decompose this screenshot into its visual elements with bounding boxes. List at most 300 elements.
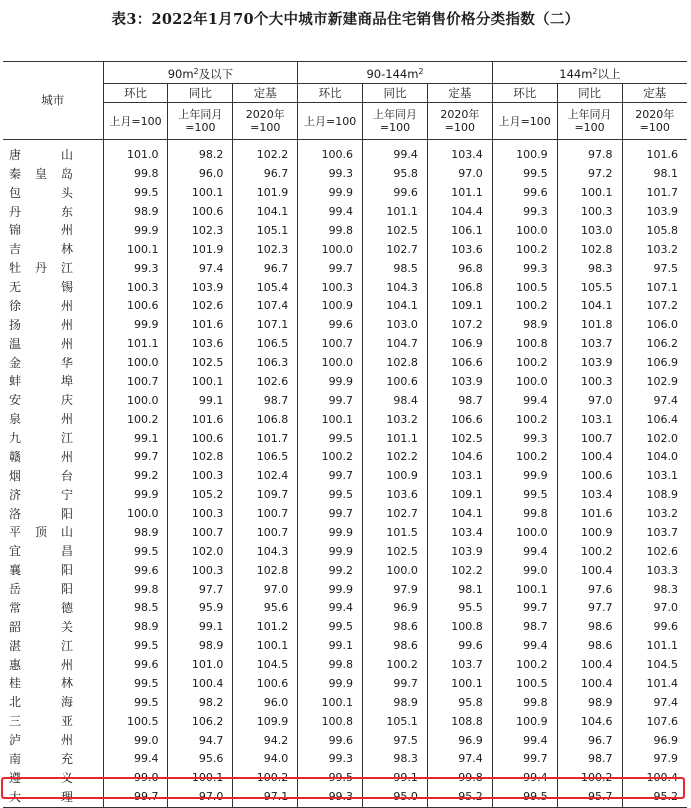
value-cell: 95.6 xyxy=(233,599,298,618)
value-cell: 107.4 xyxy=(233,297,298,316)
value-cell: 99.7 xyxy=(103,448,168,467)
value-cell: 98.3 xyxy=(363,750,428,769)
value-cell: 103.7 xyxy=(622,524,687,543)
table-row xyxy=(3,429,687,448)
city-name: 洛阳 xyxy=(9,506,73,521)
value-cell: 100.6 xyxy=(298,140,363,165)
value-cell: 98.2 xyxy=(168,140,233,165)
value-cell: 99.4 xyxy=(492,391,557,410)
value-cell: 98.7 xyxy=(492,618,557,637)
value-cell: 100.2 xyxy=(557,769,622,788)
value-cell: 99.9 xyxy=(103,486,168,505)
table-row xyxy=(3,599,687,618)
value-cell: 100.9 xyxy=(557,524,622,543)
value-cell: 108.8 xyxy=(427,712,492,731)
value-cell: 97.0 xyxy=(557,391,622,410)
value-cell: 104.4 xyxy=(427,203,492,222)
value-cell: 96.8 xyxy=(427,259,492,278)
table-row xyxy=(3,391,687,410)
value-cell: 100.6 xyxy=(557,467,622,486)
value-cell: 100.6 xyxy=(168,429,233,448)
price-index-table xyxy=(3,61,687,808)
city-cell xyxy=(3,693,103,712)
value-cell: 96.9 xyxy=(622,731,687,750)
value-cell: 99.4 xyxy=(298,599,363,618)
value-cell: 99.6 xyxy=(298,731,363,750)
table-row xyxy=(3,637,687,656)
table-row xyxy=(3,259,687,278)
value-cell: 102.5 xyxy=(363,222,428,241)
value-cell: 99.5 xyxy=(103,675,168,694)
city-name: 南充 xyxy=(9,751,73,766)
value-cell: 100.6 xyxy=(233,675,298,694)
value-cell: 103.9 xyxy=(622,203,687,222)
table-row xyxy=(3,580,687,599)
value-cell: 99.7 xyxy=(103,788,168,807)
city-cell xyxy=(3,486,103,505)
value-cell: 102.8 xyxy=(557,240,622,259)
value-cell: 100.4 xyxy=(557,656,622,675)
city-name: 丹东 xyxy=(9,204,73,219)
city-name: 金华 xyxy=(9,355,73,370)
sub-header-mom: 环比 xyxy=(298,84,363,103)
value-cell: 102.5 xyxy=(168,354,233,373)
value-cell: 100.0 xyxy=(298,354,363,373)
value-cell: 98.6 xyxy=(363,637,428,656)
value-cell: 95.9 xyxy=(168,599,233,618)
city-name: 韶关 xyxy=(9,619,73,634)
value-cell: 99.5 xyxy=(298,769,363,788)
value-cell: 97.4 xyxy=(427,750,492,769)
value-cell: 96.7 xyxy=(233,165,298,184)
value-cell: 100.2 xyxy=(492,297,557,316)
value-cell: 103.9 xyxy=(557,354,622,373)
value-cell: 100.4 xyxy=(557,675,622,694)
base-label-base: 2020年 =100 xyxy=(427,103,492,140)
value-cell: 97.0 xyxy=(233,580,298,599)
value-cell: 106.3 xyxy=(233,354,298,373)
table-row xyxy=(3,354,687,373)
value-cell: 103.1 xyxy=(557,410,622,429)
value-cell: 103.4 xyxy=(427,140,492,165)
value-cell: 97.2 xyxy=(557,165,622,184)
value-cell: 100.1 xyxy=(427,675,492,694)
value-cell: 99.9 xyxy=(103,316,168,335)
table-row xyxy=(3,524,687,543)
value-cell: 98.9 xyxy=(557,693,622,712)
city-name: 岳阳 xyxy=(9,582,73,597)
value-cell: 104.7 xyxy=(363,335,428,354)
city-name: 秦皇岛 xyxy=(9,166,73,181)
value-cell: 103.4 xyxy=(427,524,492,543)
city-name: 北海 xyxy=(9,695,73,710)
city-name: 无锡 xyxy=(9,280,73,295)
city-cell xyxy=(3,656,103,675)
value-cell: 102.8 xyxy=(233,561,298,580)
value-cell: 99.9 xyxy=(492,467,557,486)
value-cell: 103.2 xyxy=(363,410,428,429)
city-name: 泸州 xyxy=(9,733,73,748)
table-row xyxy=(3,278,687,297)
value-cell: 103.6 xyxy=(427,240,492,259)
value-cell: 100.4 xyxy=(622,769,687,788)
value-cell: 104.1 xyxy=(233,203,298,222)
base-label-yoy: 上年同月 =100 xyxy=(168,103,233,140)
value-cell: 107.2 xyxy=(427,316,492,335)
value-cell: 99.7 xyxy=(363,675,428,694)
value-cell: 100.0 xyxy=(103,505,168,524)
city-cell xyxy=(3,203,103,222)
value-cell: 97.9 xyxy=(622,750,687,769)
value-cell: 97.7 xyxy=(557,599,622,618)
table-row xyxy=(3,297,687,316)
base-header-row xyxy=(3,103,687,140)
value-cell: 98.1 xyxy=(622,165,687,184)
value-cell: 99.5 xyxy=(492,486,557,505)
value-cell: 106.8 xyxy=(233,410,298,429)
value-cell: 109.1 xyxy=(427,486,492,505)
value-cell: 100.1 xyxy=(103,240,168,259)
value-cell: 104.1 xyxy=(427,505,492,524)
base-label-yoy: 上年同月 =100 xyxy=(557,103,622,140)
value-cell: 99.7 xyxy=(298,505,363,524)
table-row xyxy=(3,316,687,335)
value-cell: 100.0 xyxy=(103,354,168,373)
value-cell: 94.0 xyxy=(233,750,298,769)
table-row xyxy=(3,486,687,505)
city-name: 牡丹江 xyxy=(9,261,73,276)
value-cell: 100.2 xyxy=(492,448,557,467)
value-cell: 99.8 xyxy=(492,693,557,712)
value-cell: 100.7 xyxy=(168,524,233,543)
value-cell: 99.3 xyxy=(298,788,363,807)
value-cell: 100.7 xyxy=(103,373,168,392)
value-cell: 100.9 xyxy=(492,140,557,165)
value-cell: 101.1 xyxy=(363,203,428,222)
city-name: 遵义 xyxy=(9,770,73,785)
value-cell: 99.4 xyxy=(298,203,363,222)
value-cell: 98.5 xyxy=(103,599,168,618)
value-cell: 97.0 xyxy=(622,599,687,618)
value-cell: 102.6 xyxy=(622,542,687,561)
city-cell xyxy=(3,165,103,184)
table-row xyxy=(3,656,687,675)
value-cell: 98.7 xyxy=(557,750,622,769)
city-cell xyxy=(3,240,103,259)
value-cell: 102.6 xyxy=(233,373,298,392)
value-cell: 102.5 xyxy=(427,429,492,448)
value-cell: 99.4 xyxy=(103,750,168,769)
value-cell: 99.0 xyxy=(103,769,168,788)
value-cell: 100.3 xyxy=(557,203,622,222)
value-cell: 100.2 xyxy=(492,410,557,429)
value-cell: 102.5 xyxy=(363,542,428,561)
value-cell: 99.6 xyxy=(103,561,168,580)
value-cell: 99.8 xyxy=(427,769,492,788)
value-cell: 106.5 xyxy=(233,448,298,467)
city-cell xyxy=(3,373,103,392)
value-cell: 99.7 xyxy=(298,391,363,410)
value-cell: 99.6 xyxy=(427,637,492,656)
value-cell: 106.6 xyxy=(427,354,492,373)
value-cell: 107.1 xyxy=(233,316,298,335)
table-row xyxy=(3,140,687,165)
value-cell: 97.5 xyxy=(363,731,428,750)
value-cell: 100.6 xyxy=(363,373,428,392)
value-cell: 100.0 xyxy=(298,240,363,259)
value-cell: 94.7 xyxy=(168,731,233,750)
value-cell: 101.1 xyxy=(622,637,687,656)
value-cell: 99.5 xyxy=(492,788,557,807)
value-cell: 103.9 xyxy=(168,278,233,297)
value-cell: 103.2 xyxy=(622,505,687,524)
value-cell: 101.9 xyxy=(233,184,298,203)
value-cell: 99.9 xyxy=(298,542,363,561)
value-cell: 98.6 xyxy=(363,618,428,637)
table-row xyxy=(3,505,687,524)
value-cell: 100.2 xyxy=(492,354,557,373)
city-cell xyxy=(3,467,103,486)
value-cell: 106.2 xyxy=(168,712,233,731)
sub-header-yoy: 同比 xyxy=(168,84,233,103)
value-cell: 99.5 xyxy=(492,165,557,184)
value-cell: 99.7 xyxy=(492,599,557,618)
value-cell: 103.6 xyxy=(168,335,233,354)
value-cell: 103.3 xyxy=(622,561,687,580)
value-cell: 102.7 xyxy=(363,240,428,259)
sub-header-mom: 环比 xyxy=(492,84,557,103)
city-cell xyxy=(3,580,103,599)
table-row xyxy=(3,410,687,429)
value-cell: 98.6 xyxy=(557,637,622,656)
city-name: 包头 xyxy=(9,185,73,200)
sub-header-base: 定基 xyxy=(427,84,492,103)
value-cell: 98.9 xyxy=(363,693,428,712)
value-cell: 99.2 xyxy=(298,561,363,580)
city-name: 桂林 xyxy=(9,676,73,691)
value-cell: 105.2 xyxy=(168,486,233,505)
value-cell: 97.4 xyxy=(622,693,687,712)
value-cell: 99.8 xyxy=(298,222,363,241)
table-row xyxy=(3,561,687,580)
city-name: 大理 xyxy=(9,789,73,804)
city-name: 济宁 xyxy=(9,487,73,502)
value-cell: 100.1 xyxy=(492,580,557,599)
city-cell xyxy=(3,335,103,354)
value-cell: 99.1 xyxy=(298,637,363,656)
value-cell: 108.9 xyxy=(622,486,687,505)
value-cell: 100.7 xyxy=(557,429,622,448)
value-cell: 99.0 xyxy=(492,561,557,580)
value-cell: 105.1 xyxy=(363,712,428,731)
city-name: 平顶山 xyxy=(9,525,73,540)
value-cell: 95.7 xyxy=(557,788,622,807)
city-header: 城市 xyxy=(3,62,103,140)
value-cell: 99.3 xyxy=(298,165,363,184)
value-cell: 99.4 xyxy=(492,769,557,788)
value-cell: 98.7 xyxy=(427,391,492,410)
value-cell: 99.6 xyxy=(622,618,687,637)
value-cell: 99.9 xyxy=(103,222,168,241)
value-cell: 97.5 xyxy=(622,259,687,278)
value-cell: 97.6 xyxy=(557,580,622,599)
city-cell xyxy=(3,410,103,429)
city-cell xyxy=(3,278,103,297)
table-header xyxy=(3,62,687,140)
value-cell: 109.1 xyxy=(427,297,492,316)
value-cell: 103.7 xyxy=(557,335,622,354)
value-cell: 101.7 xyxy=(622,184,687,203)
value-cell: 99.8 xyxy=(492,505,557,524)
value-cell: 98.4 xyxy=(363,391,428,410)
base-label-base: 2020年 =100 xyxy=(622,103,687,140)
value-cell: 95.8 xyxy=(363,165,428,184)
value-cell: 99.9 xyxy=(298,580,363,599)
value-cell: 104.6 xyxy=(427,448,492,467)
value-cell: 100.7 xyxy=(233,505,298,524)
value-cell: 106.0 xyxy=(622,316,687,335)
value-cell: 103.1 xyxy=(622,467,687,486)
city-name: 蚌埠 xyxy=(9,374,73,389)
value-cell: 100.2 xyxy=(233,769,298,788)
city-name: 宜昌 xyxy=(9,544,73,559)
city-name: 赣州 xyxy=(9,449,73,464)
value-cell: 100.9 xyxy=(363,467,428,486)
value-cell: 100.2 xyxy=(298,448,363,467)
value-cell: 103.2 xyxy=(622,240,687,259)
value-cell: 105.4 xyxy=(233,278,298,297)
value-cell: 103.9 xyxy=(427,373,492,392)
value-cell: 100.4 xyxy=(557,448,622,467)
value-cell: 100.9 xyxy=(298,297,363,316)
city-cell xyxy=(3,391,103,410)
value-cell: 94.2 xyxy=(233,731,298,750)
value-cell: 101.5 xyxy=(363,524,428,543)
value-cell: 103.7 xyxy=(427,656,492,675)
value-cell: 98.2 xyxy=(168,693,233,712)
value-cell: 95.0 xyxy=(363,788,428,807)
value-cell: 99.5 xyxy=(298,486,363,505)
value-cell: 104.5 xyxy=(233,656,298,675)
base-label-mom: 上月=100 xyxy=(103,103,168,140)
value-cell: 99.5 xyxy=(103,637,168,656)
value-cell: 100.7 xyxy=(298,335,363,354)
value-cell: 99.1 xyxy=(103,429,168,448)
value-cell: 100.0 xyxy=(103,391,168,410)
group-header-large: $144m^2$以上 xyxy=(492,62,687,84)
value-cell: 102.3 xyxy=(233,240,298,259)
city-cell xyxy=(3,354,103,373)
city-cell xyxy=(3,222,103,241)
value-cell: 102.2 xyxy=(363,448,428,467)
city-cell xyxy=(3,524,103,543)
city-cell xyxy=(3,542,103,561)
value-cell: 96.9 xyxy=(427,731,492,750)
value-cell: 100.3 xyxy=(557,373,622,392)
value-cell: 104.3 xyxy=(233,542,298,561)
value-cell: 95.2 xyxy=(622,788,687,807)
city-name: 安庆 xyxy=(9,393,73,408)
value-cell: 97.8 xyxy=(557,140,622,165)
value-cell: 100.6 xyxy=(168,203,233,222)
value-cell: 103.9 xyxy=(427,542,492,561)
value-cell: 99.0 xyxy=(103,731,168,750)
city-cell xyxy=(3,140,103,165)
value-cell: 101.1 xyxy=(103,335,168,354)
value-cell: 100.5 xyxy=(492,675,557,694)
city-cell xyxy=(3,505,103,524)
value-cell: 98.3 xyxy=(557,259,622,278)
value-cell: 99.6 xyxy=(363,184,428,203)
value-cell: 99.9 xyxy=(298,373,363,392)
value-cell: 104.0 xyxy=(622,448,687,467)
value-cell: 102.7 xyxy=(363,505,428,524)
value-cell: 99.9 xyxy=(298,524,363,543)
value-cell: 102.8 xyxy=(363,354,428,373)
value-cell: 106.9 xyxy=(427,335,492,354)
value-cell: 102.0 xyxy=(622,429,687,448)
table-row xyxy=(3,618,687,637)
value-cell: 104.5 xyxy=(622,656,687,675)
value-cell: 100.2 xyxy=(557,542,622,561)
table-row xyxy=(3,184,687,203)
value-cell: 101.4 xyxy=(622,675,687,694)
value-cell: 96.0 xyxy=(233,693,298,712)
table-row xyxy=(3,335,687,354)
value-cell: 99.4 xyxy=(363,140,428,165)
value-cell: 101.6 xyxy=(168,410,233,429)
value-cell: 101.7 xyxy=(233,429,298,448)
city-cell xyxy=(3,561,103,580)
highlight-box xyxy=(1,777,685,799)
value-cell: 99.5 xyxy=(103,693,168,712)
table-row xyxy=(3,240,687,259)
city-name: 常德 xyxy=(9,600,73,615)
city-cell xyxy=(3,750,103,769)
value-cell: 109.7 xyxy=(233,486,298,505)
value-cell: 95.8 xyxy=(427,693,492,712)
table-row xyxy=(3,165,687,184)
value-cell: 104.3 xyxy=(363,278,428,297)
value-cell: 99.1 xyxy=(363,769,428,788)
base-label-base: 2020年 =100 xyxy=(233,103,298,140)
table-row xyxy=(3,542,687,561)
value-cell: 98.3 xyxy=(622,580,687,599)
value-cell: 97.4 xyxy=(168,259,233,278)
value-cell: 99.6 xyxy=(103,656,168,675)
value-cell: 100.1 xyxy=(557,184,622,203)
value-cell: 100.4 xyxy=(557,561,622,580)
value-cell: 106.8 xyxy=(427,278,492,297)
value-cell: 103.0 xyxy=(557,222,622,241)
value-cell: 100.8 xyxy=(427,618,492,637)
value-cell: 100.3 xyxy=(103,278,168,297)
value-cell: 99.6 xyxy=(492,184,557,203)
value-cell: 97.0 xyxy=(427,165,492,184)
table-body xyxy=(3,140,687,808)
city-cell xyxy=(3,712,103,731)
table-row xyxy=(3,467,687,486)
value-cell: 98.1 xyxy=(427,580,492,599)
sub-header-base: 定基 xyxy=(233,84,298,103)
value-cell: 103.1 xyxy=(427,467,492,486)
city-name: 三亚 xyxy=(9,714,73,729)
value-cell: 102.4 xyxy=(233,467,298,486)
value-cell: 100.2 xyxy=(492,240,557,259)
value-cell: 99.4 xyxy=(492,731,557,750)
value-cell: 99.9 xyxy=(298,675,363,694)
base-label-mom: 上月=100 xyxy=(492,103,557,140)
